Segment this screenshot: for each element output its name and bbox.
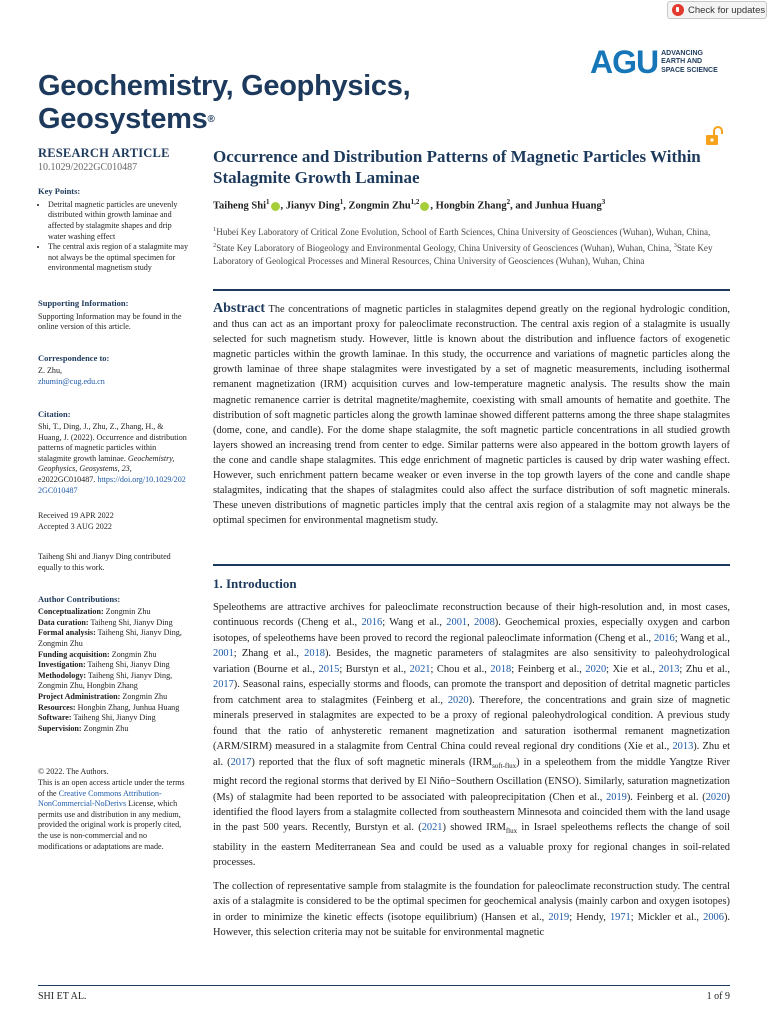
reference-link[interactable]: 2006 (703, 911, 724, 923)
paragraph-text: ; Mickler et al., (630, 911, 704, 923)
reference-link[interactable]: 1971 (609, 911, 631, 923)
citation-journal: Geochemistry, Geophysics, Geosystems, (38, 453, 175, 474)
key-points (38, 186, 188, 274)
author-affiliation-sup: 1 (266, 198, 270, 206)
contribution-role: Methodology: (38, 670, 87, 680)
article-type: RESEARCH ARTICLE (38, 146, 170, 160)
author-contributions (38, 594, 188, 735)
contribution-item (38, 671, 188, 692)
paragraph-text: ). Besides, the magnetic parameters of stalagmites are also sensitivity to paleohydrological variation (Bourne et al., (213, 648, 730, 675)
footer-rule (38, 985, 730, 986)
paragraph-text: ; Hendy, (569, 911, 610, 923)
paragraph-text: ). Geochemical proxies, especially oxygen and carbon isotopes, of speleothems have been proved to record the regional paleoclimate information (Cheng et al., (213, 617, 731, 644)
citation-volume: 23, (121, 464, 132, 474)
contribution-names: Taiheng Shi, Jianyv Ding (88, 617, 173, 627)
accepted-date: Accepted 3 AUG 2022 (38, 521, 112, 531)
reference-link[interactable]: 2013 (658, 663, 680, 675)
key-point-1: • Detrital magnetic particles are unevenly distributed within growth laminae and affected by stalagmite shapes and drip water washing effect (48, 200, 188, 242)
contribution-item (38, 618, 188, 629)
paragraph-text: ). However, this selection criteria may not be suitable for environmental magnetic (213, 911, 730, 939)
reference-link[interactable]: 2001 (213, 648, 234, 660)
paragraph-text: ; Burstyn et al., (339, 663, 410, 675)
author-name[interactable]: Taiheng Shi (213, 200, 267, 212)
author-separator: , and (510, 200, 535, 212)
reference-link[interactable]: 2001 (446, 617, 468, 629)
copyright (38, 767, 188, 852)
author-affiliation-sup: 3 (601, 198, 606, 206)
license-pre: This is an open access article under the terms of the (38, 777, 185, 798)
abstract-bottom-rule (213, 564, 730, 566)
license-post: License, which permits use and distribution in any medium, provided the original work is properly cited, the use is non-commercial and no modifications or adaptations are made. (38, 799, 182, 851)
citation-url[interactable]: https://doi.org/10.1029/2022GC010487 (38, 475, 186, 495)
contribution-item (38, 703, 188, 714)
left-sidebar (38, 148, 188, 852)
reference-link[interactable]: 2013 (672, 741, 694, 753)
reference-link[interactable]: 2018 (304, 648, 325, 660)
supporting-info (38, 298, 188, 333)
contribution-role: Formal analysis: (38, 628, 96, 638)
supporting-heading: Supporting Information: (38, 297, 129, 308)
abstract-top-rule (213, 289, 730, 291)
reference-link[interactable]: 2008 (473, 617, 495, 629)
paragraph-text: ; Zhu et al., (679, 663, 730, 675)
author-name[interactable]: Junhua Huang (534, 200, 602, 212)
abstract-heading: Abstract (213, 301, 266, 316)
contribution-item (38, 660, 188, 671)
author-separator: , (430, 200, 436, 212)
check-updates-icon (672, 4, 684, 16)
citation-heading: Citation: (38, 408, 71, 419)
abstract-text: The concentrations of magnetic particles in stalagmites depend greatly on the regional hydrologic condition, and thus can act as an important proxy for paleoclimate reconstruction. The central axis region of a stalagmite is usually selected for such magnetism study. However, little is known about the distribution and influence factors of exogenetic magnetic particles within the growth laminae. In this study, the occurrence and variations of magnetic particles along the growth laminae of three shape stalagmites were investigated by a set of magnetic measurements, including isothermal remanent magnetization (IRM) acquisition curves and low-temperature magnetic analysis. The results show the main magnetic remanence carrier is detrital magnetite/maghemite, coexisting with small amounts of hematite and goethite. The distribution of soft magnetic particles along the growth laminae showed different patterns among the three shape stalagmites (dome, cone, and candle). For the dome shape stalagmite, the soft magnetic particle concentrations in all studied growth layers showed an increasing trend from center to edge. Similar patterns were also appeared in the bottom growth layers of the cone and candle shape stalagmites. This edge enrichment of magnetic particles is caused by drip water washing effect. However, such enrichment pattern became weaker or even inverse in the top growth layers of the cone and candle shape stalagmites, indicating that the shapes of stalagmites could also affect the surface distribution of soft magnetic minerals. These uneven distributions of magnetic particles imply that the central axis region of a stalagmite may not always be the optimal specimen for environmental magnetism study. (213, 304, 730, 527)
citation-article-no: e2022GC010487. (38, 475, 96, 485)
affiliation-text: State Key Laboratory of Biogeology and Environmental Geology, China University of Geosciences (Wuhan), Wuhan, China, (216, 243, 674, 254)
check-updates-label: Check for updates (688, 4, 766, 16)
contribution-names: Taiheng Shi, Jianyv Ding, Zongmin Zhu (38, 628, 182, 648)
agu-tag-3: SPACE SCIENCE (661, 66, 718, 74)
dates (38, 511, 188, 532)
paragraph-text: ; Wang et al., (674, 632, 730, 644)
reference-link[interactable]: 2015 (318, 663, 340, 675)
subscript: flux (505, 827, 518, 836)
paragraph-text: ; Zhang et al., (233, 648, 305, 660)
citation-text: Shi, T., Ding, J., Zhu, Z., Zhang, H., & Huang, J. (2022). Occurrence and distribution patterns of magnetic particles within stalagmite growth laminae. (38, 422, 187, 463)
paragraph-text: ). Feinberg et al. ( (626, 791, 706, 803)
journal-title-line2: Geosystems (38, 103, 208, 135)
orcid-icon[interactable] (420, 202, 429, 211)
paragraph-text: ) identified the flood layers from a stalagmite collected from southeastern Minnesota and coincided them with the land usage in the past 500 years. Recently, Burstyn et al. ( (213, 791, 730, 834)
contribution-item (38, 713, 188, 724)
agu-mark: AGU (590, 44, 659, 80)
check-for-updates-button[interactable] (667, 1, 767, 19)
affiliation-sup: 1 (213, 226, 217, 233)
contribution-role: Data curation: (38, 617, 89, 627)
author-name[interactable]: Jianyv Ding (285, 200, 340, 212)
open-access-lock-icon (704, 126, 726, 146)
paragraph-text: ) reported that the flux of soft magnetic minerals (IRM (251, 756, 493, 768)
affiliation-sup: 3 (673, 242, 677, 250)
paragraph-text: ; Wang et al., (382, 617, 447, 629)
reference-link[interactable]: 2021 (409, 663, 431, 675)
orcid-icon[interactable] (271, 202, 280, 211)
contribution-item (38, 724, 188, 735)
contribution-role: Software: (38, 713, 72, 723)
correspondence-name: Z. Zhu, (38, 366, 63, 376)
paragraph-text: ). Zhu et al. ( (213, 741, 730, 768)
citation (38, 409, 188, 497)
author-separator: , (343, 200, 349, 212)
paragraph-text: ; Xie et al., (606, 663, 659, 675)
reference-link[interactable]: 2020 (705, 791, 727, 803)
doi[interactable]: 10.1029/2022GC010487 (38, 161, 138, 173)
correspondence (38, 353, 188, 388)
agu-logo[interactable] (590, 44, 718, 81)
reference-link[interactable]: 2019 (606, 791, 627, 803)
contribution-names: Hongbin Zhang, Junhua Huang (75, 702, 180, 712)
reference-link[interactable]: 2016 (361, 617, 383, 629)
key-point-2: • The central axis region of a stalagmite may not always be the optimal specimen for environmental magnetism study (48, 242, 188, 274)
supporting-text: Supporting Information may be found in the online version of this article. (38, 311, 182, 332)
article-title: Occurrence and Distribution Patterns of Magnetic Particles Within Stalagmite Growth Laminae (213, 147, 701, 187)
contribution-role: Project Administration: (38, 691, 121, 701)
intro-paragraph-1 (213, 600, 730, 871)
reference-link[interactable]: 2017 (213, 679, 234, 691)
contribution-names: Zongmin Zhu (109, 649, 157, 659)
paragraph-text: , (467, 617, 474, 629)
paragraph-text: ) in a speleothem from the middle Yangtze River might record the regional storms that derived by El Niño−Southern Oscillation (ENSO). Similarly, saturation magnetization (Ms) of stalagmite had been reported to be associated with paleoprecipitation (Chen et al., (213, 756, 731, 803)
paragraph-text: ) showed IRM (442, 822, 506, 834)
author-name[interactable]: Zongmin Zhu (348, 200, 411, 212)
reference-link[interactable]: 2021 (421, 822, 443, 834)
contribution-role: Investigation: (38, 660, 86, 670)
contribution-role: Funding acquisition: (38, 649, 110, 659)
author-list (213, 198, 730, 212)
footer-page: 1 of 9 (706, 991, 730, 1002)
paragraph-text: in Israel speleothems reflects the change of soil stability in the eastern Mediterranean Sea and could be used as a valuable proxy for regional changes in soil-related processes. (213, 822, 730, 869)
affiliation-text: State Key Laboratory of Geological Processes and Mineral Resources, China University of Geosciences (Wuhan), Wuhan, China (213, 243, 713, 267)
key-points-heading: Key Points: (38, 186, 81, 197)
paragraph-text: The collection of representative sample from stalagmite is the foundation for paleoclimate reconstruction study. The central axis of a stalagmite is considered to be the optimal specimen for geochemical analysis (mainly carbon and oxygen isotopes) in order to minimize the kinetic effects (isotope equilibrium) (Hansen et al., (213, 880, 730, 923)
contributions-heading: Author Contributions: (38, 593, 121, 604)
reference-link[interactable]: 2018 (490, 663, 512, 675)
intro-paragraph-2 (213, 879, 730, 941)
author-affiliation-sup: 2 (506, 198, 511, 206)
reference-link[interactable]: 2020 (585, 663, 607, 675)
subscript: soft-flux (492, 761, 517, 770)
correspondence-heading: Correspondence to: (38, 352, 110, 363)
contribution-item (38, 628, 188, 649)
paragraph-text: ; Feinberg et al., (511, 663, 586, 675)
equal-contribution: Taiheng Shi and Jianyv Ding contributed equally to this work. (38, 552, 171, 573)
contribution-role: Supervision: (38, 723, 82, 733)
copyright-year: © 2022. The Authors. (38, 767, 109, 777)
paragraph-text: Speleothems are attractive archives for paleoclimate reconstruction because of their high-resolution and, in most cases, continuous records (Cheng et al., (213, 602, 730, 629)
contribution-names: Taiheng Shi, Jianyv Ding (71, 713, 156, 723)
journal-title: Geochemistry, Geophysics, Geosystems® (38, 70, 411, 135)
contribution-names: Zongmin Zhu (81, 723, 129, 733)
paragraph-text: ). Seasonal rains, especially storms and floods, can promote the transport and deposition of detrital magnetic particles from catchment area to stalagmites (Feinberg et al., (213, 679, 730, 706)
author-separator: , (280, 200, 286, 212)
contribution-item (38, 692, 188, 703)
contribution-role: Conceptualization: (38, 607, 104, 617)
reference-link[interactable]: 2016 (653, 632, 675, 644)
contribution-item (38, 607, 188, 618)
reference-link[interactable]: 2020 (447, 694, 469, 706)
paragraph-text: ; Chou et al., (430, 663, 491, 675)
license-link[interactable]: Creative Commons Attribution-NonCommercial-NoDerivs (38, 788, 162, 809)
received-date: Received 19 APR 2022 (38, 511, 114, 521)
introduction-heading: 1. Introduction (213, 576, 297, 591)
author-affiliation-sup: 1 (339, 198, 344, 206)
contribution-item (38, 650, 188, 661)
footer-authors: SHI ET AL. (38, 991, 87, 1002)
contribution-names: Taiheng Shi, Jianyv Ding, Zongmin Zhu, Hongbin Zhang (38, 670, 173, 691)
agu-tag-1: ADVANCING (661, 49, 703, 57)
reference-link[interactable]: 2019 (548, 911, 570, 923)
contribution-names: Zongmin Zhu (103, 607, 151, 617)
journal-title-line1: Geochemistry, Geophysics, (38, 70, 411, 102)
abstract (213, 301, 730, 528)
contribution-role: Resources: (38, 702, 76, 712)
affiliations (213, 223, 730, 269)
author-affiliation-sup: 1,2 (410, 198, 420, 206)
paragraph-text: ). Therefore, the concentrations and grain size of magnetic minerals preserved in stalagmites are expected to be a proxy of regional paleohydrological condition. A previous study found that the ratio of anhysteretic remanent magnetization and saturation isothermal remanent magnetization (ARM/SIRM) measured in a stalagmite from Central China could reveal regional dry conditions (Xie et al., (213, 694, 730, 753)
contribution-names: Taiheng Shi, Jianyv Ding (85, 660, 170, 670)
contribution-names: Zongmin Zhu (120, 691, 168, 701)
correspondence-email[interactable]: zhumin@cug.edu.cn (38, 376, 105, 386)
introduction-body (213, 600, 730, 949)
affiliation-text: Hubei Key Laboratory of Critical Zone Evolution, School of Earth Sciences, China University of Geosciences (Wuhan), Wuhan, China, (216, 227, 711, 238)
reference-link[interactable]: 2017 (230, 756, 252, 768)
affiliation-sup: 2 (213, 242, 217, 250)
agu-tag-2: EARTH AND (661, 58, 703, 66)
author-name[interactable]: Hongbin Zhang (435, 200, 507, 212)
